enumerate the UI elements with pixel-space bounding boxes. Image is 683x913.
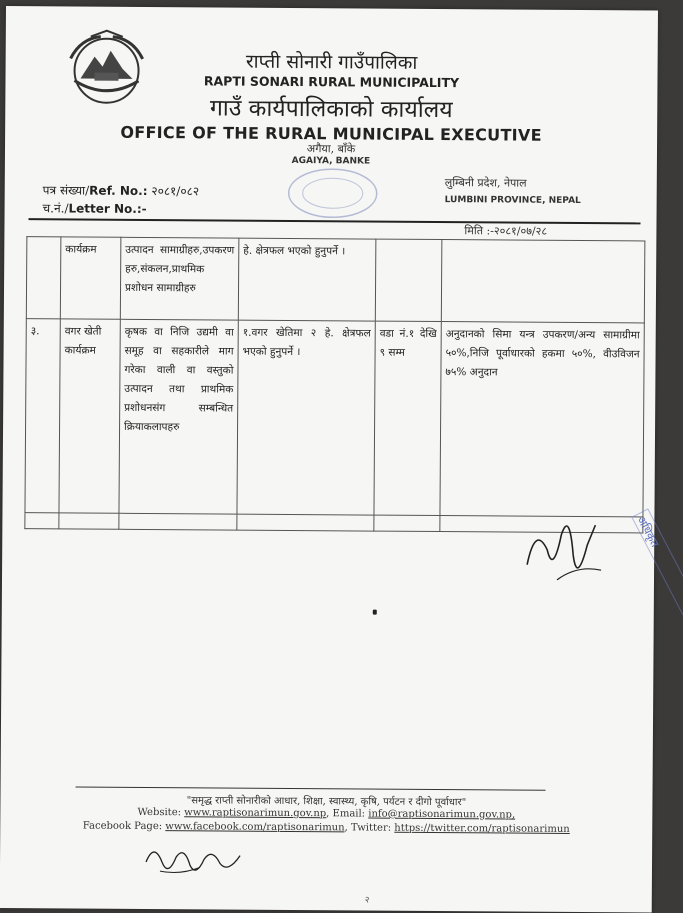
table-cell: कार्यक्रम (60, 237, 121, 319)
municipality-name-en: RAPTI SONARI RURAL MUNICIPALITY (203, 73, 460, 91)
table-cell: वगर खेती कार्यक्रम (59, 319, 120, 513)
letter-label-np: च.नं./ (42, 201, 69, 216)
table-cell: कृषक वा निजि उद्यमी वा समूह वा सहकारीले माग गरेका वाली वा वस्तुको उत्पादन तथा प्राथमिक प्रशोधनसंग सम्बन्धित क्रियाकलापहरु (119, 319, 238, 514)
table-cell: वडा नं.१ देखि ९ सम्म (374, 321, 441, 515)
table-cell (119, 513, 237, 530)
municipality-name-np: राप्ती सोनारी गाउँपालिका (245, 50, 418, 74)
location-en: AGAIYA, BANKE (291, 155, 371, 167)
table-cell: ३. (25, 319, 60, 513)
table-cell (441, 240, 645, 323)
table-cell: हे. क्षेत्रफल भएको हुनुपर्ने । (238, 238, 376, 321)
letter-label-en: Letter No.:- (68, 201, 147, 216)
website-link[interactable]: www.raptisonarimun.gov.np (184, 807, 327, 820)
province-en: LUMBINI PROVINCE, NEPAL (444, 195, 581, 207)
province-np: लुम्बिनी प्रदेश, नेपाल (444, 176, 527, 190)
ref-number (43, 181, 200, 199)
office-name-np: गाउँ कार्यपालिकाको कार्यालय (209, 95, 453, 124)
email-label: , Email: (326, 808, 366, 820)
stamp-text: अधिकृत (634, 514, 662, 550)
table-row (25, 319, 644, 517)
facebook-label: Facebook Page: (82, 820, 163, 833)
ink-dot (373, 610, 377, 615)
table-cell (375, 239, 442, 321)
office-name-en: OFFICE OF THE RURAL MUNICIPAL EXECUTIVE (120, 122, 542, 145)
footer-slogan: "समृद्ध राप्ती सोनारीको आधार, शिक्षा, स्वास्थ्य, कृषि, पर्यटन र दीगो पूर्वाधार" (186, 795, 467, 809)
footer-social (0, 820, 652, 836)
letter-date: मिति :-२०८१/०७/२८ (464, 224, 548, 238)
table-cell (237, 514, 374, 531)
table-cell (26, 237, 61, 319)
page-number: २ (364, 895, 370, 906)
table-cell (374, 515, 440, 531)
signature-with-stamp (517, 505, 662, 621)
email-link[interactable]: info@raptisonarimun.gov.np, (368, 808, 516, 821)
location-np: अगैया, बाँके (306, 142, 356, 156)
table-cell: १.वगर खेतिमा २ हे. क्षेत्रफल भएको हुनुपर्ने । (237, 320, 375, 515)
ref-label-en: Ref. No.: (89, 183, 148, 198)
table-cell: उत्पादन सामाग्रीहरु,उपकरण हरु,संकलन,प्राथमिक प्रशोधन सामाग्रीहरु (120, 237, 239, 320)
program-table (24, 236, 645, 533)
letter-page (0, 6, 662, 913)
website-label: Website: (137, 806, 182, 819)
footer-divider (76, 787, 546, 791)
table-row (26, 237, 645, 323)
table-cell (59, 513, 119, 529)
table-cell: अनुदानको सिमा यन्त्र उपकरण/अन्य सामाग्रीमा ५०%,निजि पूर्वाधारको हकमा ५०%, वीउविजन ७५% अनुदान (440, 322, 644, 517)
signature-mark (140, 837, 250, 883)
twitter-link[interactable]: https://twitter.com/raptisonarimun (394, 822, 570, 835)
table-cell (25, 513, 59, 529)
ref-label-np: पत्र संख्या/ (42, 183, 90, 198)
office-stamp-icon (282, 163, 382, 224)
twitter-label: , Twitter: (344, 822, 392, 834)
letter-number (43, 199, 147, 217)
facebook-link[interactable]: www.facebook.com/raptisonarimun (165, 821, 345, 834)
ref-value: २०८१/०८२ (151, 184, 200, 199)
